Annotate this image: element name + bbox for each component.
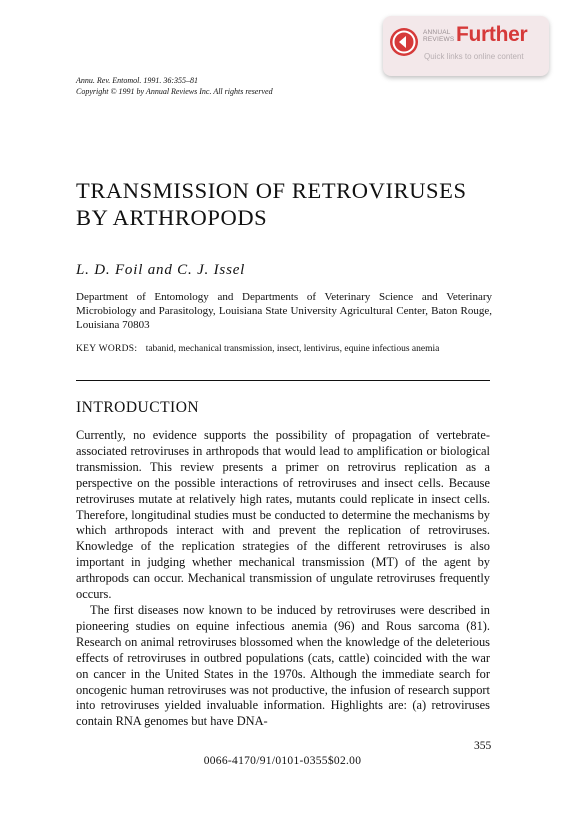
annual-reviews-logo-text: ANNUAL REVIEWS xyxy=(423,29,455,43)
keywords xyxy=(76,343,439,355)
authors: L. D. Foil and C. J. Issel xyxy=(76,262,246,278)
citation-line: Annu. Rev. Entomol. 1991. 36:355–81 xyxy=(76,76,199,85)
quick-links-tagline: Quick links to online content xyxy=(424,52,524,61)
page-number: 355 xyxy=(474,740,492,752)
section-heading: INTRODUCTION xyxy=(76,399,200,416)
affiliation: Department of Entomology and Departments of Veterinary Science and Veterinary Microbiology and Parasitology, Louisiana State University Agricultural Center, Baton Rouge, Louisiana 70803 xyxy=(76,291,492,331)
issn-code: 0066-4170/91/0101-0355$02.00 xyxy=(203,755,362,767)
article-title: TRANSMISSION OF RETROVIRUSES BY ARTHROPODS xyxy=(76,178,467,230)
annual-reviews-further-badge[interactable] xyxy=(383,16,549,76)
copyright-line: Copyright © 1991 by Annual Reviews Inc. All rights reserved xyxy=(76,87,273,96)
body-text xyxy=(76,428,490,730)
section-divider xyxy=(76,380,490,381)
further-label: Further xyxy=(456,23,528,46)
paragraph: The first diseases now known to be induced by retroviruses were described in pioneering studies on equine infectious anemia (96) and Rous sarcoma (81). Research on animal retroviruses blossomed when the knowledge of the deleterious effects of retroviruses in outbred populations (cats, cattle) coincided with the war on cancer in the United States in the 1970s. Although the immediate search for oncogenic human retroviruses was not productive, the infusion of research support into retroviruses yielded invaluable information. Highlights are: (a) retroviruses contain RNA genomes but have DNA- xyxy=(76,602,490,729)
arrow-left-circle-icon xyxy=(390,28,418,56)
keywords-label: KEY WORDS: xyxy=(76,344,138,354)
keywords-values: tabanid, mechanical transmission, insect, lentivirus, equine infectious anemia xyxy=(145,344,440,354)
paragraph: Currently, no evidence supports the possibility of propagation of vertebrate-associated retroviruses in arthropods that would lead to amplification or biological transmission. This review presents a primer on retrovirus replication as a perspective on the possible interactions of retroviruses and insect cells. Because retroviruses mutate at relatively high rates, mutants could replicate in insect cells. Therefore, longitudinal studies must be conducted to determine the mechanisms by which arthropods interact with and prevent the replication of retroviruses. Knowledge of the replication strategies of the different retroviruses is also important in judging whether mechanical transmission (MT) of the agent by arthropods can occur. Mechanical transmission of ungulate retroviruses frequently occurs. xyxy=(76,428,490,602)
journal-citation xyxy=(76,75,273,97)
